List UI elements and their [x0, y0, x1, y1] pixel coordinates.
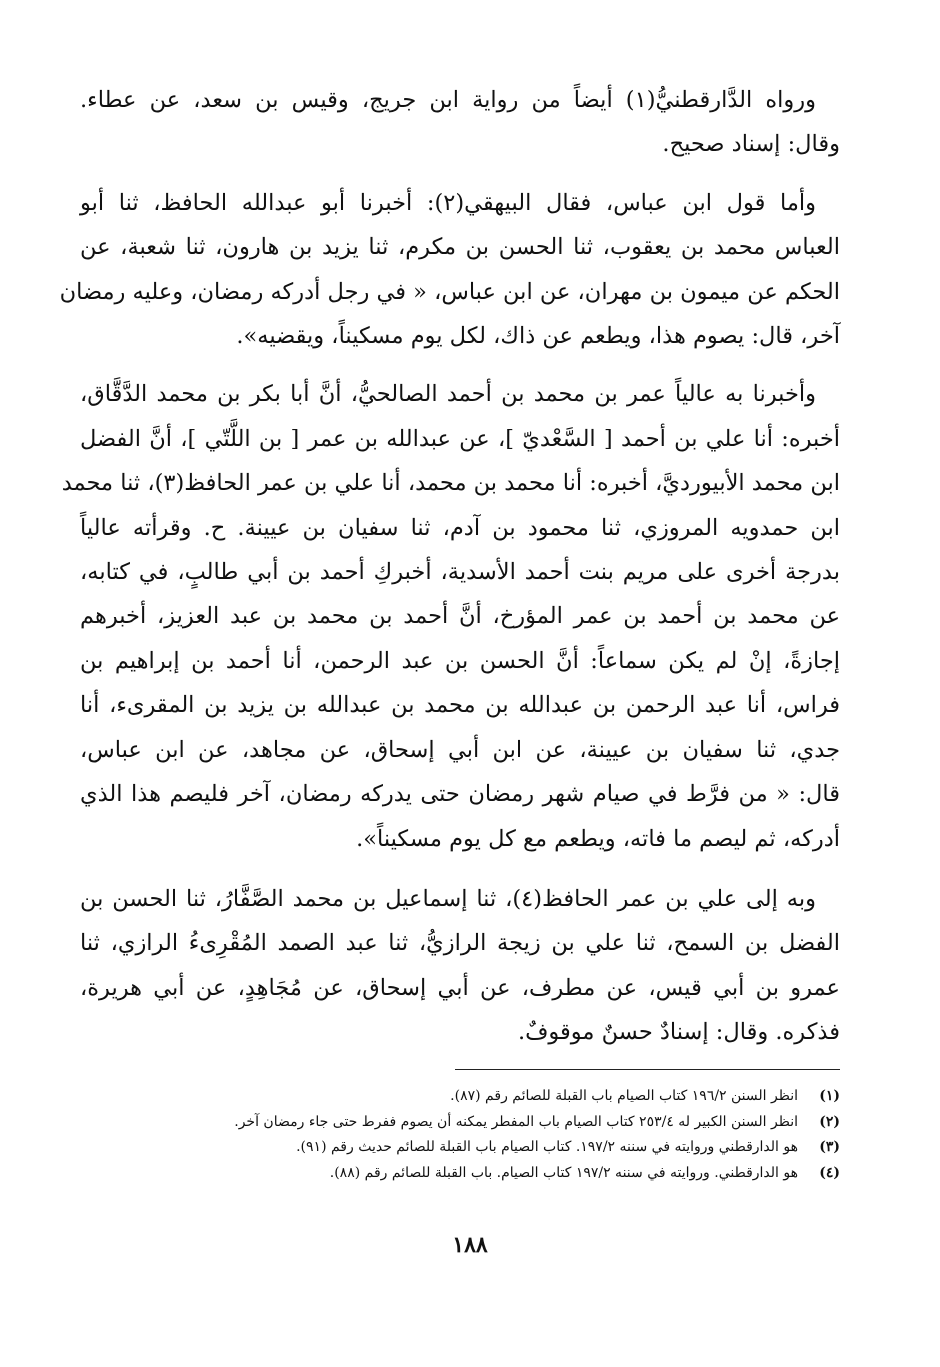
- text-line: قال: « من فرَّط في صيام شهر رمضان حتى يدركه رمضان، آخر فليصم هذا الذي: [80, 781, 840, 808]
- footnote-divider: [455, 1069, 840, 1070]
- text-line: الفضل بن السمح، ثنا علي بن زيجة الرازيُّ، ثنا عبد الصمد المُقْرِىءُ الرازي، ثنا: [80, 930, 840, 957]
- text-line: العباس محمد بن يعقوب، ثنا الحسن بن مكرم، ثنا يزيد بن هارون، ثنا شعبة، عن: [80, 234, 840, 261]
- footnote-text: هو الدارقطني. وروايته في سننه ١٩٧/٢ كتاب الصيام. باب القبلة للصائم رقم (٨٨).: [329, 1164, 798, 1181]
- text-line: أخبره: أنا علي بن أحمد [ السَّعْديّ ]، عن عبدالله بن عمر [ بن اللَّتّي ]، أنَّ الفضل: [80, 425, 840, 452]
- footnote: [80, 1161, 840, 1187]
- footnote: [80, 1084, 840, 1110]
- footnote: [80, 1135, 840, 1161]
- text-line: وأخبرنا به عالياً عمر بن محمد بن أحمد الصالحيُّ، أنَّ أبا بكر بن محمد الدَّقَّاق،: [80, 381, 816, 408]
- paragraph: [80, 877, 840, 1055]
- text-line: وبه إلى علي بن عمر الحافظ(٤)، ثنا إسماعيل بن محمد الصَّفَّارُ، ثنا الحسن بن: [80, 885, 816, 912]
- text-line: ابن حمدويه المروزي، ثنا محمود بن آدم، ثنا سفيان بن عيينة. ح. وقرأته عالياً: [80, 514, 840, 541]
- text-line: وأما قول ابن عباس، فقال البيهقي(٢): أخبرنا أبو عبدالله الحافظ، ثنا أبو: [80, 189, 816, 216]
- text-line: آخر، قال: يصوم هذا، ويطعم عن ذاك، لكل يوم مسكيناً، ويقضيه».: [236, 323, 840, 350]
- text-line: عمرو بن أبي قيس، عن مطرف، عن أبي إسحاق، عن مُجَاهِدٍ، عن أبي هريرة،: [80, 974, 840, 1001]
- footnote-text: انظر السنن ١٩٦/٢ كتاب الصيام باب القبلة للصائم رقم (٨٧).: [450, 1088, 798, 1104]
- text-line: إجازةً، إنْ لم يكن سماعاً: أنَّ الحسن بن عبد الرحمن، أنا أحمد بن إبراهيم بن: [80, 647, 840, 674]
- page-number: ١٨٨: [452, 1232, 488, 1258]
- text-line: عن محمد بن أحمد بن عمر المؤرخ، أنَّ أحمد بن محمد بن عبد العزيز، أخبرهم: [80, 603, 840, 630]
- text-line: ورواه الدَّارقطنيُّ(١) أيضاً من رواية ابن جريج، وقيس بن سعد، عن عطاء.: [80, 87, 817, 113]
- text-line: فذكره. وقال: إسنادٌ حسنٌ موقوفٌ.: [517, 1019, 840, 1046]
- footnote-text: هو الدارقطني وروايته في سننه ١٩٧/٢. كتاب الصيام باب القبلة للصائم حديث رقم (٩١).: [296, 1139, 798, 1155]
- paragraph: [61, 372, 840, 860]
- footnote-number: (٤): [819, 1164, 840, 1181]
- text-line: جدي، ثنا سفيان بن عيينة، عن ابن أبي إسحاق، عن مجاهد، عن ابن عباس،: [80, 736, 840, 763]
- footnote-text: انظر السنن الكبير له ٢٥٣/٤ كتاب الصيام باب المفطر يمكنه أن يصوم ففرط حتى جاء رمضان آخر.: [234, 1113, 798, 1130]
- body-text: [59, 78, 840, 1069]
- paragraph: [80, 78, 840, 167]
- text-line: أدركه، ثم ليصم ما فاته، ويطعم مع كل يوم مسكيناً».: [356, 825, 840, 852]
- text-line: ابن محمد الأبيورديَّ، أخبره: أنا محمد بن محمد، أنا علي بن عمر الحافظ(٣)، ثنا محمد: [61, 470, 840, 497]
- footnote-number: (١): [819, 1088, 840, 1104]
- text-line: الحكم عن ميمون بن مهران، عن ابن عباس، « في رجل أدركه رمضان، وعليه رمضان: [59, 278, 840, 305]
- footnote-number: (٢): [819, 1113, 840, 1130]
- footnotes: [80, 1084, 840, 1186]
- paragraph: [59, 181, 840, 359]
- footnote-number: (٣): [819, 1139, 840, 1155]
- text-line: فراس، أنا عبد الرحمن بن عبدالله بن محمد بن عبدالله بن يزيد بن المقرىء، أنا: [80, 692, 840, 719]
- text-line: وقال: إسناد صحيح.: [662, 131, 840, 158]
- text-line: بدرجة أخرى على مريم بنت أحمد الأسدية، أخبركِ أحمد بن أبي طالبٍ، في كتابه،: [80, 559, 840, 586]
- footnote: [80, 1110, 840, 1136]
